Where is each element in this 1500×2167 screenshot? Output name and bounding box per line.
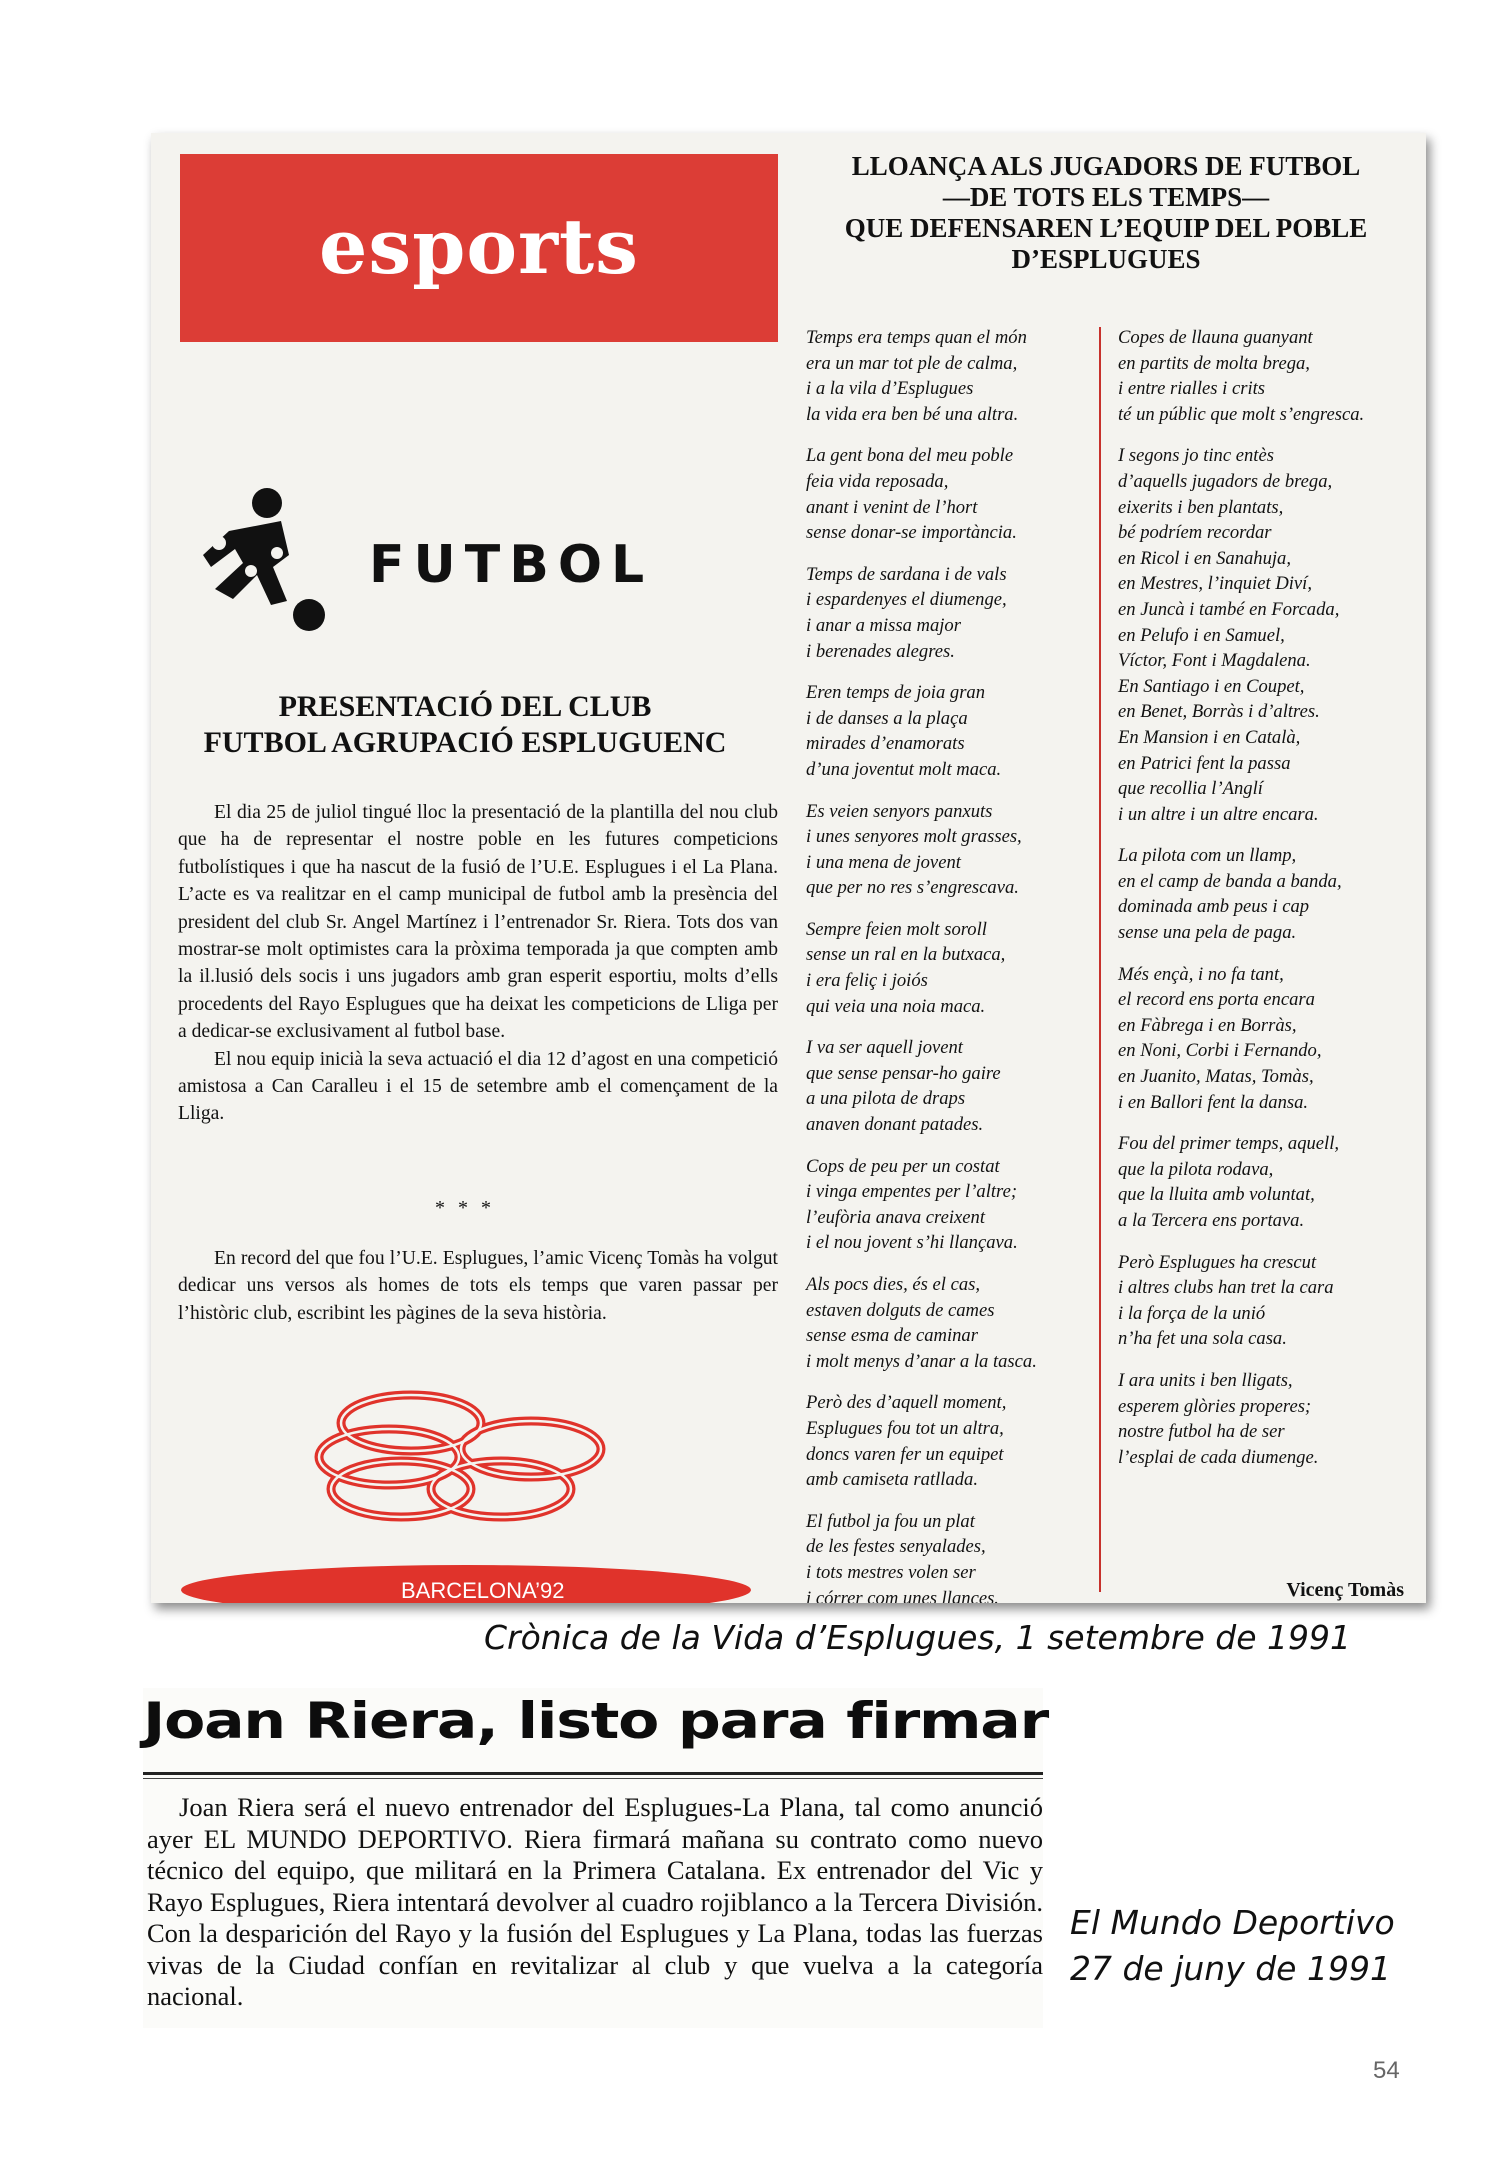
poem-line: Temps era temps quan el món	[806, 327, 1027, 348]
caption-cronica: Crònica de la Vida d’Esplugues, 1 setembre de 1991	[484, 1618, 1352, 1657]
poem-title-line: —DE TOTS ELS TEMPS—	[942, 182, 1270, 212]
poem-line: sense donar-se importància.	[806, 522, 1017, 544]
separator: * * *	[435, 1197, 495, 1219]
poem-stanza	[806, 562, 1106, 664]
poem-line: I va ser aquell jovent	[806, 1037, 963, 1059]
poem-line: La pilota com un llamp,	[1118, 845, 1297, 867]
article-paragraph: El dia 25 de juliol tingué lloc la presentació de la plantilla del nou club que ha de representar el nostre poble en les futures competicions futbolístiques i que ha nascut de la fusió de l’U.E. Esplugues i el La Plana. L’acte es va realitzar en el camp municipal de futbol amb la presència del president del club Sr. Angel Martínez i l’entrenador Sr. Riera. Tots dos van mostrar-se molt optimistes cara la pròxima temporada ja que compten amb la il.lusió dels socis i uns jugadors amb gran esperit esportiu, molts d’ells procedents del Rayo Esplugues que ha deixat les competicions de Lliga per a dedicar-se exclusivament al futbol base.	[178, 802, 778, 1043]
poem-stanza	[806, 1272, 1106, 1374]
poem-line: nostre futbol ha de ser	[1118, 1421, 1285, 1443]
poem-line: Víctor, Font i Magdalena.	[1118, 650, 1311, 672]
poem-stanza	[806, 325, 1106, 427]
article-title	[181, 689, 749, 761]
poem-line: a la Tercera ens portava.	[1118, 1210, 1305, 1231]
poem-line: feia vida reposada,	[806, 470, 949, 492]
poem-line: Però des d’aquell moment,	[806, 1392, 1007, 1414]
poem-line: mirades d’enamorats	[806, 733, 965, 755]
poem-stanza	[806, 1154, 1106, 1256]
football-player-icon	[189, 483, 334, 633]
newspaper-headline: Joan Riera, listo para firmar	[143, 1692, 1048, 1750]
caption-line: 27 de juny de 1991	[1070, 1949, 1391, 1988]
poem-line: de les festes senyalades,	[806, 1536, 986, 1558]
poem-stanza	[806, 1390, 1106, 1492]
article-paragraph: El nou equip inicià la seva actuació el dia 12 d’agost en una competició amistosa a Can Caralleu i el 15 de setembre amb el començament de la Lliga.	[178, 1048, 778, 1125]
poem-title-line: LLOANÇA ALS JUGADORS DE FUTBOL	[851, 151, 1361, 181]
article-title-line: PRESENTACIÓ DEL CLUB	[278, 690, 652, 723]
poem-line: la vida era ben bé una altra.	[806, 403, 1019, 425]
poem-line: d’una joventut molt maca.	[806, 758, 1002, 780]
poem-line: qui veia una noia maca.	[806, 995, 986, 1017]
poem-signature: Vicenç Tomàs	[1286, 1579, 1404, 1601]
poem-line: en Noni, Corbi i Fernando,	[1118, 1040, 1322, 1062]
esports-banner-label: esports	[319, 202, 639, 291]
article-body-closing	[178, 1245, 778, 1327]
headline-rule	[143, 1772, 1043, 1775]
poem-line: que recollia l’Anglí	[1118, 778, 1263, 800]
poem-line: en Pelufo i en Samuel,	[1118, 624, 1285, 646]
poem-line: en el camp de banda a banda,	[1118, 870, 1342, 892]
poem-line: i unes senyores molt grasses,	[806, 826, 1022, 848]
poem-line: i en Ballori fent la dansa.	[1118, 1091, 1309, 1113]
poem-stanza	[806, 1035, 1106, 1137]
poem-line: d’aquells jugadors de brega,	[1118, 470, 1333, 492]
poem-line: En Santiago i en Coupet,	[1118, 675, 1305, 697]
poem-line: i tots mestres volen ser	[806, 1561, 976, 1583]
poem-line: que per no res s’engrescava.	[806, 877, 1019, 899]
poem-stanza	[1118, 962, 1418, 1116]
poem-line: en Ricol i en Sanahuja,	[1118, 547, 1291, 569]
poem-line: i una mena de jovent	[806, 851, 961, 873]
poem-line: Cops de peu per un costat	[806, 1155, 1000, 1177]
page-number: 54	[1373, 2057, 1400, 2084]
poem-line: en Juncà i també en Forcada,	[1118, 598, 1340, 620]
poem-line: esperem glòries properes;	[1118, 1395, 1312, 1417]
poem-line: bé podríem recordar	[1118, 522, 1272, 544]
poem-line: i un altre i un altre encara.	[1118, 803, 1319, 825]
magazine-clipping	[151, 133, 1426, 1603]
poem-line: en Juanito, Matas, Tomàs,	[1118, 1066, 1314, 1088]
poem-stanza	[1118, 1250, 1418, 1352]
poem-line: Però Esplugues ha crescut	[1118, 1251, 1317, 1273]
poem-line: La gent bona del meu poble	[806, 445, 1014, 467]
poem-line: en Patrici fent la passa	[1118, 752, 1291, 774]
poem-line: Fou del primer temps, aquell,	[1118, 1133, 1340, 1155]
poem-stanza	[806, 799, 1106, 901]
poem-line: El futbol ja fou un plat	[806, 1510, 975, 1532]
caption-line: El Mundo Deportivo	[1070, 1903, 1395, 1942]
poem-line: en Fàbrega i en Borràs,	[1118, 1014, 1297, 1036]
poem-line: i córrer com unes llances.	[806, 1587, 999, 1603]
poem-stanza	[806, 680, 1106, 782]
poem-stanza	[1118, 325, 1418, 427]
poem-line: n’ha fet una sola casa.	[1118, 1328, 1287, 1350]
poem-title-line: QUE DEFENSAREN L’EQUIP DEL POBLE	[844, 213, 1368, 243]
poem-stanza	[1118, 1131, 1418, 1233]
poem-line: i berenades alegres.	[806, 640, 955, 662]
barcelona-label: BARCELONA’92	[401, 1578, 565, 1603]
olympic-rings-logo	[301, 1385, 611, 1525]
poem-line: i a la vila d’Esplugues	[806, 378, 974, 400]
poem-line: era un mar tot ple de calma,	[806, 352, 1018, 374]
poem-line: En Mansion i en Català,	[1118, 726, 1301, 748]
poem-line: anaven donant patades.	[806, 1114, 984, 1136]
poem-title-line: D’ESPLUGUES	[1011, 244, 1201, 274]
poem-line: dominada amb peus i cap	[1118, 896, 1310, 918]
poem-line: Sempre feien molt soroll	[806, 918, 987, 940]
poem-line: amb camiseta ratllada.	[806, 1469, 978, 1491]
article-paragraph: En record del que fou l’U.E. Esplugues, l’amic Vicenç Tomàs ha volgut dedicar uns versos als homes de tots els temps que varen passar per l’històric club, escribint les pàgines de la seva història.	[178, 1248, 778, 1324]
poem-line: i espardenyes el diumenge,	[806, 589, 1007, 611]
article-title-line: FUTBOL AGRUPACIÓ ESPLUGUENC	[203, 726, 727, 759]
poem-stanza	[1118, 443, 1418, 827]
newspaper-body: Joan Riera será el nuevo entrenador del Esplugues-La Plana, tal como anunció ayer EL MUNDO DEPORTIVO. Riera firmará mañana su contrato como nuevo técnico del equipo, que militará en la Primera Catalana. Ex entrenador del Vic y Rayo Esplugues, Riera intentará devolver al cuadro rojiblanco a la Tercera División. Con la desparición del Rayo y la fusión del Esplugues y La Plana, todas las fuerzas vivas de la Ciudad confían en revitalizar al club y que vuelva a la categoría nacional.	[147, 1792, 1043, 2011]
poem-line: sense un ral en la butxaca,	[806, 944, 1006, 966]
poem-line: Més ençà, i no fa tant,	[1118, 963, 1284, 985]
poem-line: que la pilota rodava,	[1118, 1158, 1274, 1180]
poem-line: Eren temps de joia gran	[806, 682, 986, 704]
futbol-heading: FUTBOL	[369, 535, 654, 595]
poem-line: sense una pela de paga.	[1118, 922, 1297, 944]
caption-mundo-deportivo	[1070, 1900, 1395, 1992]
poem-line: i vinga empentes per l’altre;	[806, 1181, 1018, 1203]
poem-line: i el nou jovent s’hi llançava.	[806, 1232, 1018, 1254]
poem-line: i molt menys d’anar a la tasca.	[806, 1350, 1037, 1372]
poem-line: que la lluita amb voluntat,	[1118, 1184, 1315, 1206]
poem-line: en Benet, Borràs i d’altres.	[1118, 701, 1320, 723]
poem-line: Esplugues fou tot un altra,	[806, 1417, 1004, 1439]
poem-line: i altres clubs han tret la cara	[1118, 1277, 1334, 1299]
esports-banner	[180, 154, 778, 342]
poem-line: I ara units i ben lligats,	[1118, 1369, 1293, 1391]
poem-line: l’esplai de cada diumenge.	[1118, 1446, 1319, 1468]
poem-line: i anar a missa major	[806, 614, 961, 636]
poem-column-left	[806, 325, 1106, 1603]
poem-line: i de danses a la plaça	[806, 707, 968, 729]
poem-line: Als pocs dies, és el cas,	[806, 1274, 981, 1295]
poem-line: a una pilota de draps	[806, 1088, 966, 1110]
poem-line: l’eufòria anava creixent	[806, 1206, 985, 1228]
poem-line: eixerits i ben plantats,	[1118, 496, 1284, 518]
poem-stanza	[806, 917, 1106, 1019]
poem-line: el record ens porta encara	[1118, 989, 1315, 1011]
poem-stanza	[806, 443, 1106, 545]
headline-rule-thin	[143, 1778, 1043, 1779]
poem-line: I segons jo tinc entès	[1118, 445, 1274, 467]
poem-line: Copes de llauna guanyant	[1118, 327, 1313, 348]
newspaper-clipping	[143, 1688, 1048, 2028]
poem-line: en Mestres, l’inquiet Diví,	[1118, 573, 1312, 595]
poem-line: Temps de sardana i de vals	[806, 563, 1007, 585]
poem-line: té un públic que molt s’engresca.	[1118, 403, 1365, 425]
poem-line: sense esma de caminar	[806, 1325, 978, 1347]
poem-line: i era feliç i joiós	[806, 970, 928, 992]
poem-line: que sense pensar-ho gaire	[806, 1062, 1001, 1084]
poem-line: i la força de la unió	[1118, 1302, 1266, 1324]
poem-column-right	[1118, 325, 1418, 1486]
poem-line: estaven dolguts de cames	[806, 1299, 995, 1321]
poem-line: en partits de molta brega,	[1118, 352, 1310, 374]
poem-stanza	[1118, 843, 1418, 945]
poem-stanza	[806, 1509, 1106, 1603]
barcelona-92-badge	[181, 1565, 751, 1603]
poem-title	[801, 151, 1411, 275]
poem-line: Es veien senyors panxuts	[806, 800, 993, 822]
poem-line: doncs varen fer un equipet	[806, 1443, 1004, 1465]
poem-line: anant i venint de l’hort	[806, 496, 978, 518]
poem-line: i entre rialles i crits	[1118, 378, 1266, 400]
poem-stanza	[1118, 1368, 1418, 1470]
article-body	[178, 799, 778, 1128]
